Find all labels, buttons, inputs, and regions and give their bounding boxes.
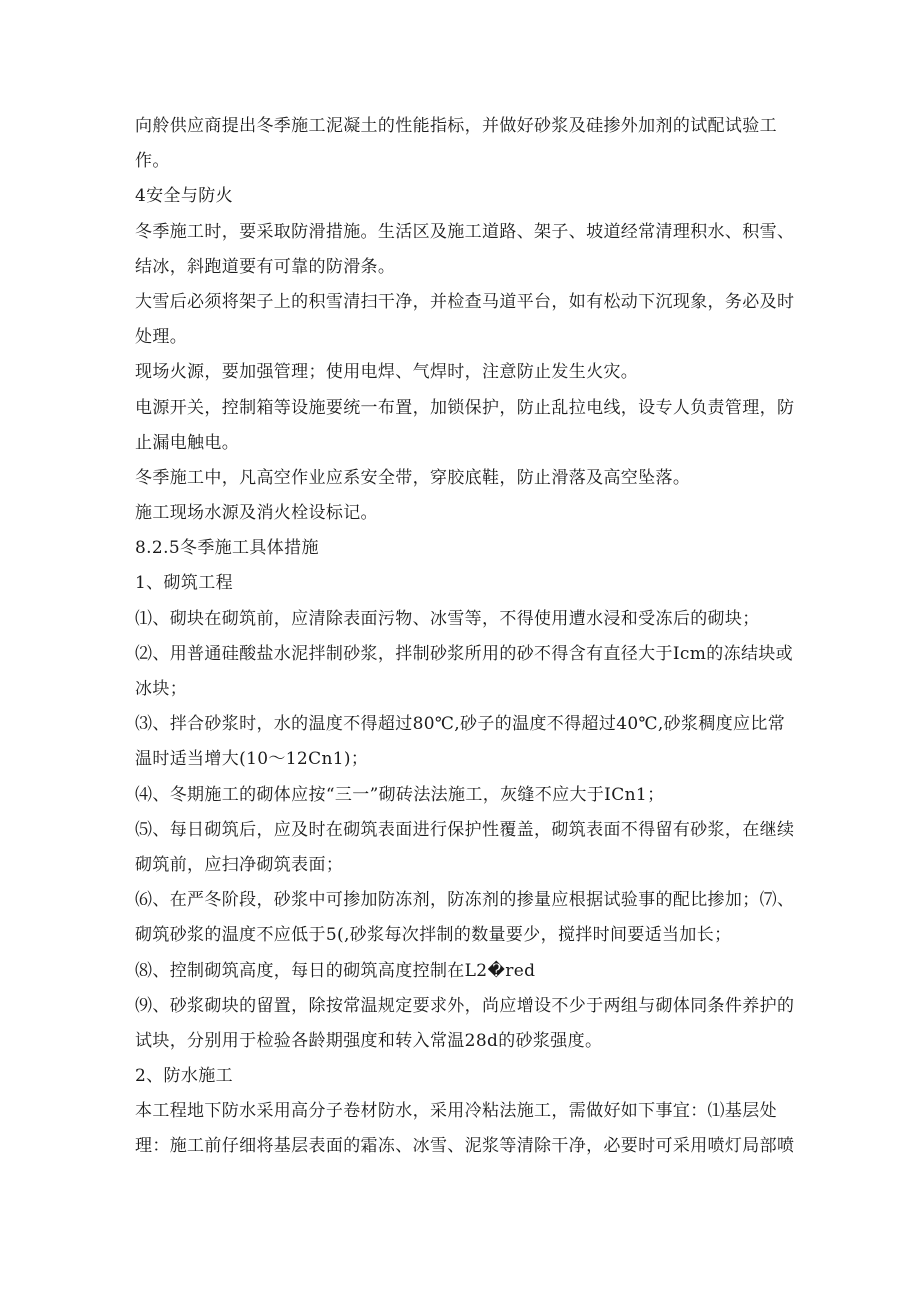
text-line: 施工现场水源及消火栓设标记。 — [135, 503, 378, 524]
section-heading: 4安全与防火 — [135, 186, 233, 207]
text-line: 冰块； — [135, 679, 188, 699]
section-heading: 8.2.5冬季施工具体措施 — [135, 538, 319, 559]
text-line: 冬季施工时，要采取防滑措施。生活区及施工道路、架子、坡道经常清理积水、积雪、 — [135, 221, 795, 242]
text-line: 试块，分别用于检验各龄期强度和转入常温28d的砂浆强度。 — [135, 1030, 603, 1051]
text-line: 砌筑砂浆的温度不应低于5(,砂浆每次拌制的数量要少，搅拌时间要适当加长； — [135, 925, 732, 946]
text-line: 处理。 — [135, 327, 188, 348]
text-line: 向舲供应商提出冬季施工泥凝土的性能指标，并做好砂浆及硅掺外加剂的试配试验工 — [135, 116, 777, 136]
text-line: ⑸、每日砌筑后，应及时在砌筑表面进行保护性覆盖，砌筑表面不得留有砂浆，在继续 — [135, 819, 795, 840]
text-line: ⑷、冬期施工的砌体应按“三一”砌砖法法施工，灰缝不应大于ICn1； — [135, 784, 665, 805]
document-body — [135, 109, 795, 1165]
text-line: 理：施工前仔细将基层表面的霜冻、冰雪、泥浆等清除干净，必要时可采用喷灯局部喷 — [135, 1136, 795, 1157]
text-line: 大雪后必须将架子上的积雪清扫干净，并检查马道平台，如有松动下沉现象，务必及时 — [135, 291, 795, 312]
text-line: 砌筑前，应扫净砌筑表面； — [135, 854, 344, 875]
text-line: ⑶、拌合砂浆时，水的温度不得超过80℃,砂子的温度不得超过40℃,砂浆稠度应比常 — [135, 714, 786, 735]
text-line: 冬季施工中，凡高空作业应系安全带，穿胶底鞋，防止滑落及高空坠落。 — [135, 467, 691, 488]
text-line: ⑹、在严冬阶段，砂浆中可掺加防冻剂，防冻剂的掺量应根据试验事的配比掺加；⑺、 — [135, 890, 795, 911]
text-line: 本工程地下防水采用高分子卷材防水，采用冷粘法施工，需做好如下事宜：⑴基层处 — [135, 1101, 777, 1122]
text-line: 结冰，斜跑道要有可靠的防滑条。 — [135, 256, 396, 277]
text-line: 温时适当增大(10～12Cn1)； — [135, 749, 369, 770]
text-line: ⑴、砌块在砌筑前，应清除表面污物、冰雪等，不得使用遭水浸和受冻后的砌块； — [135, 608, 760, 629]
text-line: ⑵、用普通硅酸盐水泥拌制砂浆，拌制砂浆所用的砂不得含有直径大于Icm的冻结块或 — [135, 643, 794, 664]
text-line: ⑼、砂浆砌块的留置，除按常温规定要求外，尚应增设不少于两组与砌体同条件养护的 — [135, 995, 795, 1016]
text-line: 作。 — [135, 151, 170, 172]
subsection-heading: 2、防水施工 — [135, 1066, 233, 1087]
subsection-heading: 1、砌筑工程 — [135, 573, 233, 594]
text-line: ⑻、控制砌筑高度，每日的砌筑高度控制在L2�red — [135, 960, 536, 981]
text-line: 电源开关，控制箱等设施要统一布置，加锁保护，防止乱拉电线，设专人负责管理，防 — [135, 397, 795, 418]
text-line: 止漏电触电。 — [135, 432, 240, 453]
text-line: 现场火源，要加强管理；使用电焊、气焊时，注意防止发生火灾。 — [135, 362, 639, 383]
